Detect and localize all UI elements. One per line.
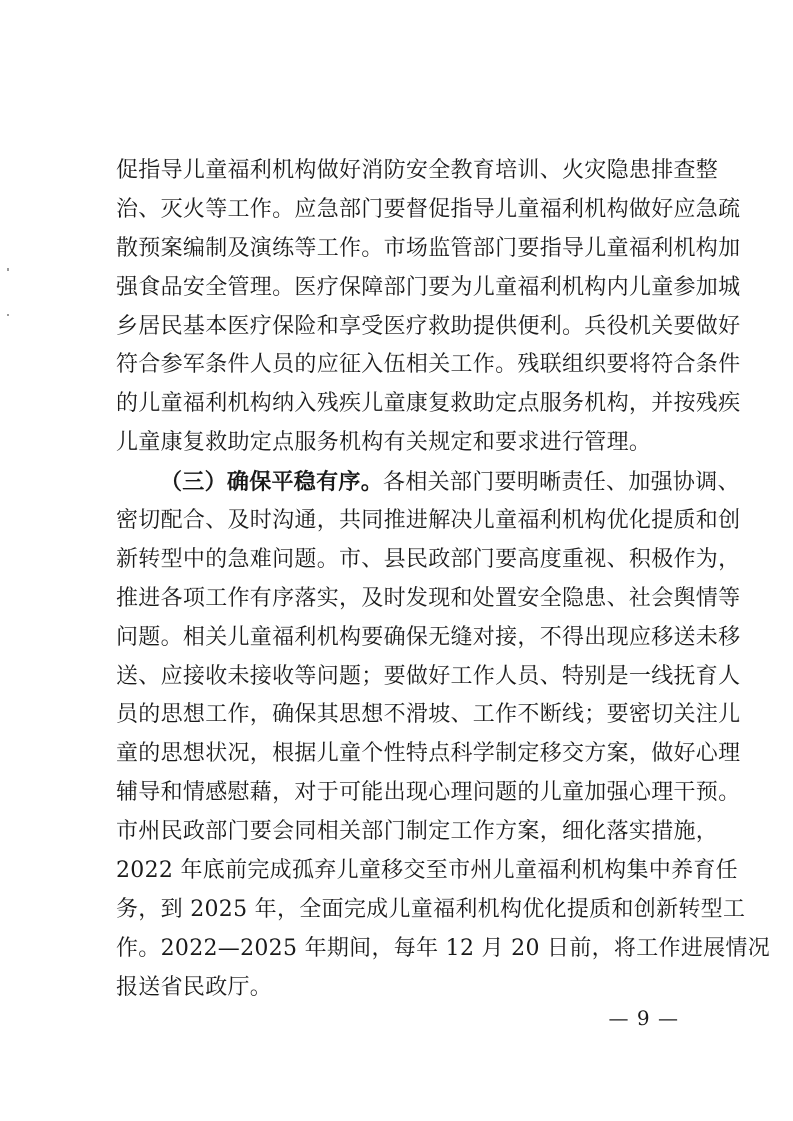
paragraph-line: 密切配合、及时沟通，共同推进解决儿童福利机构优化提质和创 (116, 508, 741, 534)
paragraph-line: 2022 年底前完成孤弃儿童移交至市州儿童福利机构集中养育任 (116, 858, 738, 884)
paragraph-line: 问题。相关儿童福利机构要确保无缝对接，不得出现应移送未移 (116, 624, 741, 650)
paragraph-line: 务，到 2025 年，全面完成儿童福利机构优化提质和创新转型工 (116, 896, 746, 922)
paragraph-line: 治、灭火等工作。应急部门要督促指导儿童福利机构做好应急疏 (116, 196, 741, 222)
paragraph-line: 的儿童福利机构纳入残疾儿童康复救助定点服务机构，并按残疾 (116, 391, 741, 417)
paragraph-line: 强食品安全管理。医疗保障部门要为儿童福利机构内儿童参加城 (116, 274, 741, 300)
paragraph-line: 市州民政部门要会同相关部门制定工作方案，细化落实措施， (116, 819, 719, 845)
paragraph-line: 送、应接收未接收等问题；要做好工作人员、特别是一线抚育人 (116, 663, 741, 689)
paragraph-line: 促指导儿童福利机构做好消防安全教育培训、火灾隐患排查整 (116, 158, 719, 183)
paragraph-line: 作。2022—2025 年期间，每年 12 月 20 日前，将工作进展情况 (116, 935, 771, 961)
paragraph-line: 散预案编制及演练等工作。市场监管部门要指导儿童福利机构加 (116, 235, 741, 261)
section-heading-line (116, 463, 740, 502)
paragraph-line: 新转型中的急难问题。市、县民政部门要高度重视、积极作为， (116, 546, 741, 572)
paragraph-line: 辅导和情感慰藉，对于可能出现心理问题的儿童加强心理干预。 (116, 780, 741, 806)
paragraph-line: 推进各项工作有序落实，及时发现和处置安全隐患、社会舆情等 (116, 585, 741, 611)
scan-mark (7, 314, 9, 316)
paragraph-line: 报送省民政厅。 (116, 974, 273, 1000)
section-text: 各相关部门要明晰责任、加强协调、 (383, 470, 740, 496)
paragraph-line: 员的思想工作，确保其思想不滑坡、工作不断线；要密切关注儿 (116, 702, 741, 728)
scan-mark (7, 268, 9, 271)
document-body (116, 152, 771, 1008)
paragraph-line: 符合参军条件人员的应征入伍相关工作。残联组织要将符合条件 (116, 352, 741, 378)
section-heading: （三）确保平稳有序。 (160, 469, 384, 496)
paragraph-line: 乡居民基本医疗保险和享受医疗救助提供便利。兵役机关要做好 (116, 313, 741, 339)
paragraph-line: 童的思想状况，根据儿童个性特点科学制定移交方案，做好心理 (116, 741, 741, 767)
page-number: — 9 — (608, 1006, 679, 1030)
paragraph-line: 儿童康复救助定点服务机构有关规定和要求进行管理。 (116, 430, 652, 456)
